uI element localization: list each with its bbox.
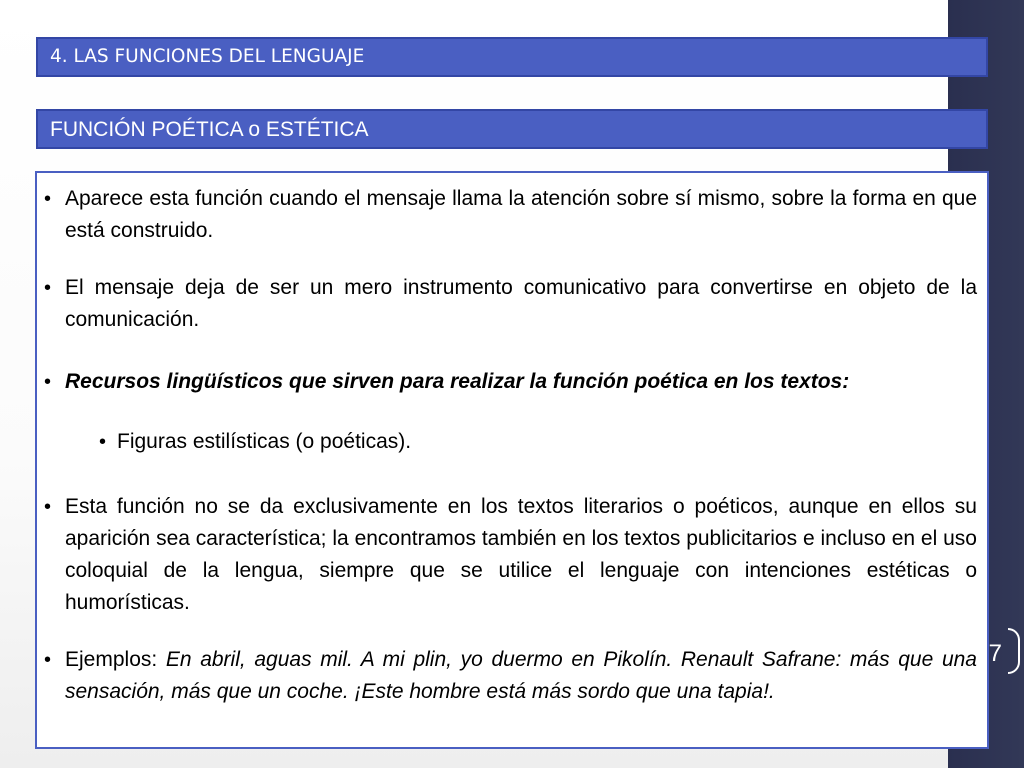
bullet-item: • El mensaje deja de ser un mero instrumento comunicativo para convertirse en objeto de la comunicación. [65, 272, 977, 336]
examples-text: En abril, aguas mil. A mi plin, yo duermo en Pikolín. Renault Safrane: más que una sensación, más que un coche. ¡Este hombre está más sordo que una tapia!. [65, 648, 977, 703]
bullet-item-ejemplos [65, 644, 977, 708]
bullet-item: • Aparece esta función cuando el mensaje llama la atención sobre sí mismo, sobre la forma en que está construido. [65, 183, 977, 247]
page-number: 7 [988, 640, 1002, 667]
bullet-item: • Esta función no se da exclusivamente en los textos literarios o poéticos, aunque en ellos su aparición sea característica; la encontramos también en los textos publicitarios e incluso en el uso coloquial de la lengua, siempre que se utilice el lenguaje con intenciones estéticas o humorísticas. [65, 491, 977, 619]
section-title: 4. LAS FUNCIONES DEL LENGUAJE [36, 37, 988, 77]
examples-label: Ejemplos: [65, 648, 166, 671]
bullet-item-recursos: • Recursos lingüísticos que sirven para realizar la función poética en los textos: [65, 366, 977, 398]
content-box [35, 171, 989, 749]
subsection-title: FUNCIÓN POÉTICA o ESTÉTICA [36, 109, 988, 149]
page-number-brace [1008, 628, 1020, 674]
sub-bullet-item: • Figuras estilísticas (o poéticas). [117, 426, 977, 458]
